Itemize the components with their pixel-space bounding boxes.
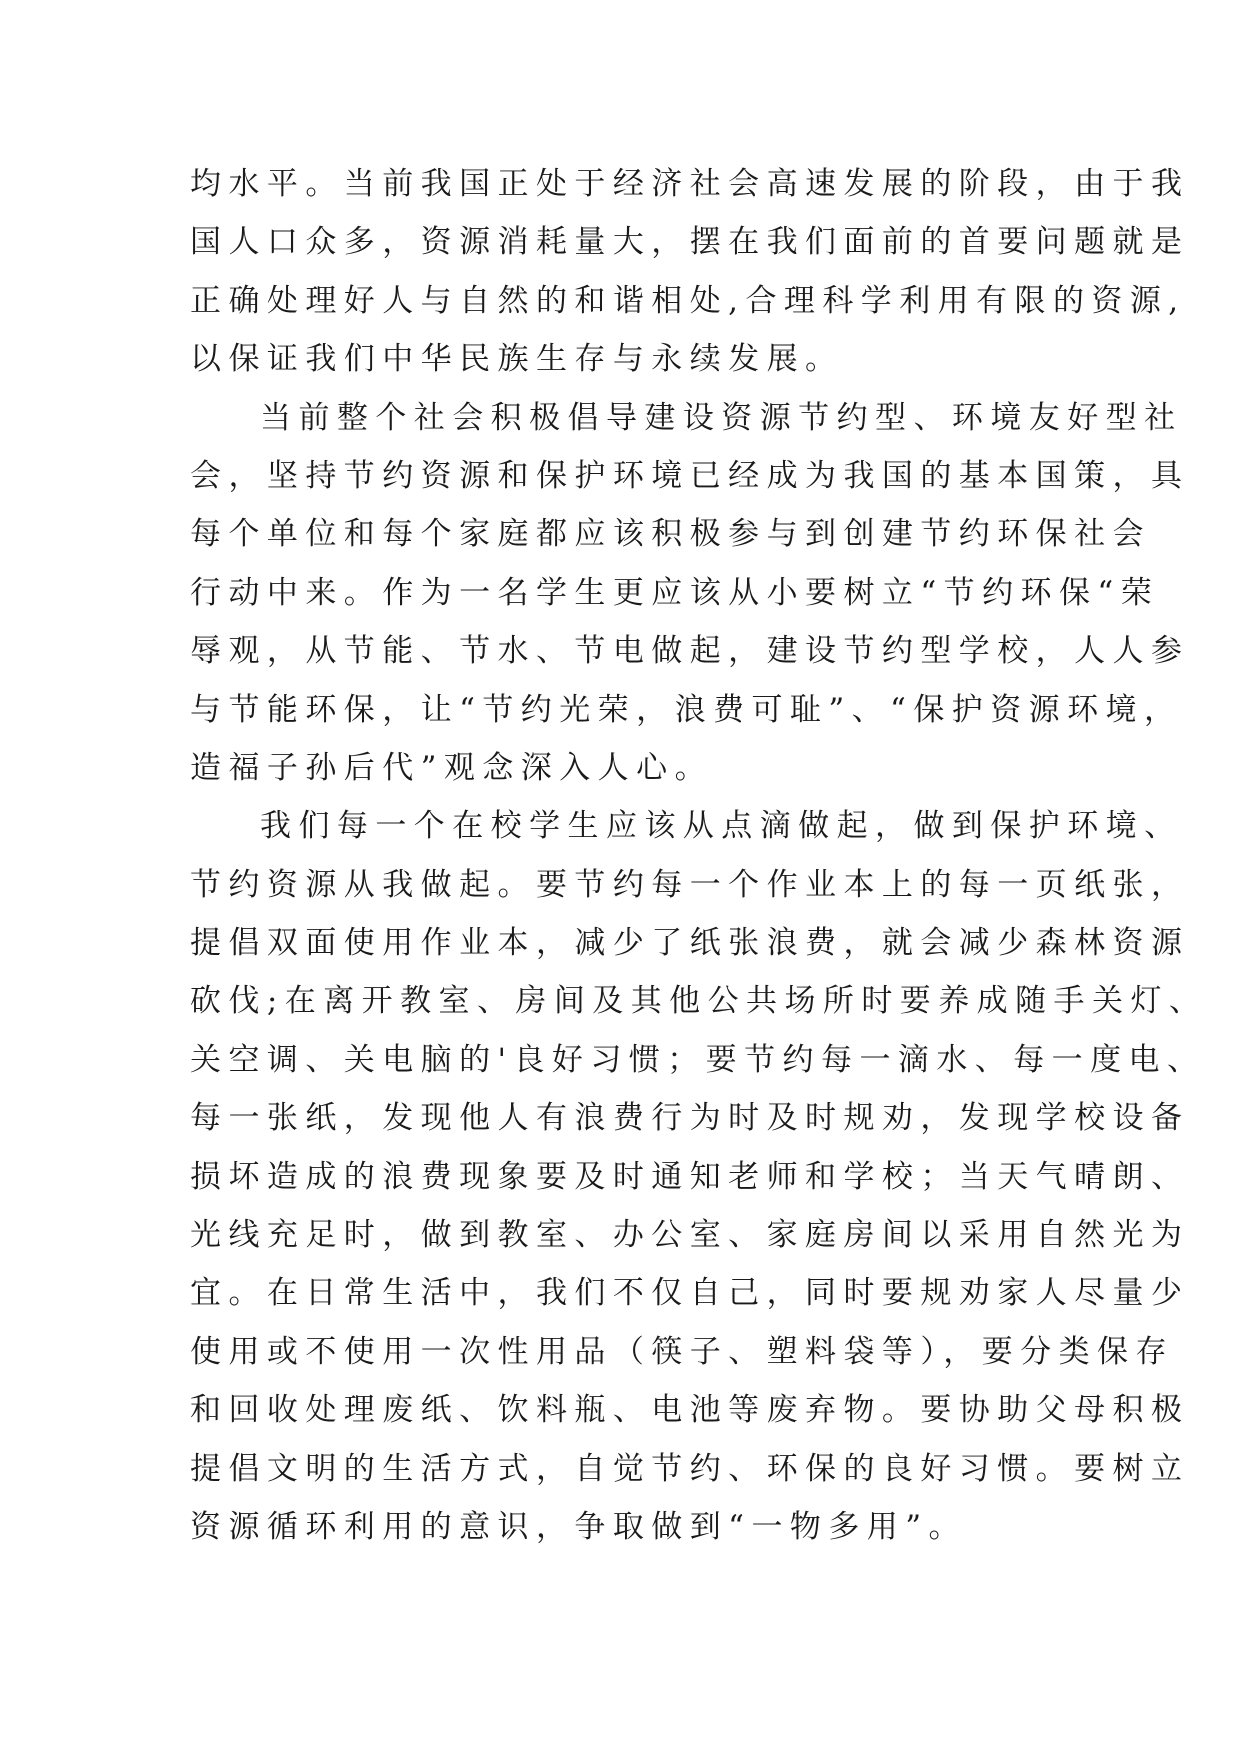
text-line: 和回收处理废纸、饮料瓶、电池等废弃物。要协助父母积极 xyxy=(190,1392,1190,1429)
text-line: 辱观，从节能、节水、节电做起，建设节约型学校，人人参 xyxy=(190,633,1190,670)
text-line: 提倡双面使用作业本，减少了纸张浪费，就会减少森林资源 xyxy=(190,925,1190,962)
text-line: 光线充足时，做到教室、办公室、家庭房间以采用自然光为 xyxy=(190,1217,1190,1254)
text-line: 均水平。当前我国正处于经济社会高速发展的阶段，由于我 xyxy=(190,166,1190,202)
text-line: 关空调、关电脑的'良好习惯；要节约每一滴水、每一度电、 xyxy=(190,1041,1206,1078)
text-line: 损坏造成的浪费现象要及时通知老师和学校；当天气晴朗、 xyxy=(190,1158,1190,1195)
text-line: 正确处理好人与自然的和谐相处,合理科学利用有限的资源, xyxy=(190,282,1186,319)
text-line: 国人口众多，资源消耗量大，摆在我们面前的首要问题就是 xyxy=(190,224,1190,261)
text-line: 会，坚持节约资源和保护环境已经成为我国的基本国策，具 xyxy=(190,457,1190,494)
text-line: 宜。在日常生活中，我们不仅自己，同时要规劝家人尽量少 xyxy=(190,1275,1190,1312)
text-line: 使用或不使用一次性用品（筷子、塑料袋等），要分类保存 xyxy=(190,1333,1174,1370)
text-line: 造福子孙后代”观念深入人心。 xyxy=(190,749,714,786)
text-line: 提倡文明的生活方式，自觉节约、环保的良好习惯。要树立 xyxy=(190,1450,1190,1487)
text-line: 行动中来。作为一名学生更应该从小要树立“节约环保“荣 xyxy=(190,574,1160,611)
text-line: 每一张纸，发现他人有浪费行为时及时规劝，发现学校设备 xyxy=(190,1100,1190,1137)
paragraph-first-line: 我们每一个在校学生应该从点滴做起，做到保护环境、 xyxy=(260,808,1183,845)
text-line: 每个单位和每个家庭都应该积极参与到创建节约环保社会 xyxy=(190,516,1151,553)
body-text xyxy=(190,155,1208,1556)
text-line: 资源循环利用的意识，争取做到“一物多用”。 xyxy=(190,1508,967,1545)
text-line: 以保证我们中华民族生存与永续发展。 xyxy=(190,341,844,378)
paragraph-first-line: 当前整个社会积极倡导建设资源节约型、环境友好型社 xyxy=(260,399,1183,436)
text-line: 砍伐;在离开教室、房间及其他公共场所时要养成随手关灯、 xyxy=(190,983,1208,1020)
text-line: 节约资源从我做起。要节约每一个作业本上的每一页纸张， xyxy=(190,866,1190,903)
text-line: 与节能环保，让“节约光荣，浪费可耻”、“保护资源环境， xyxy=(190,691,1183,728)
